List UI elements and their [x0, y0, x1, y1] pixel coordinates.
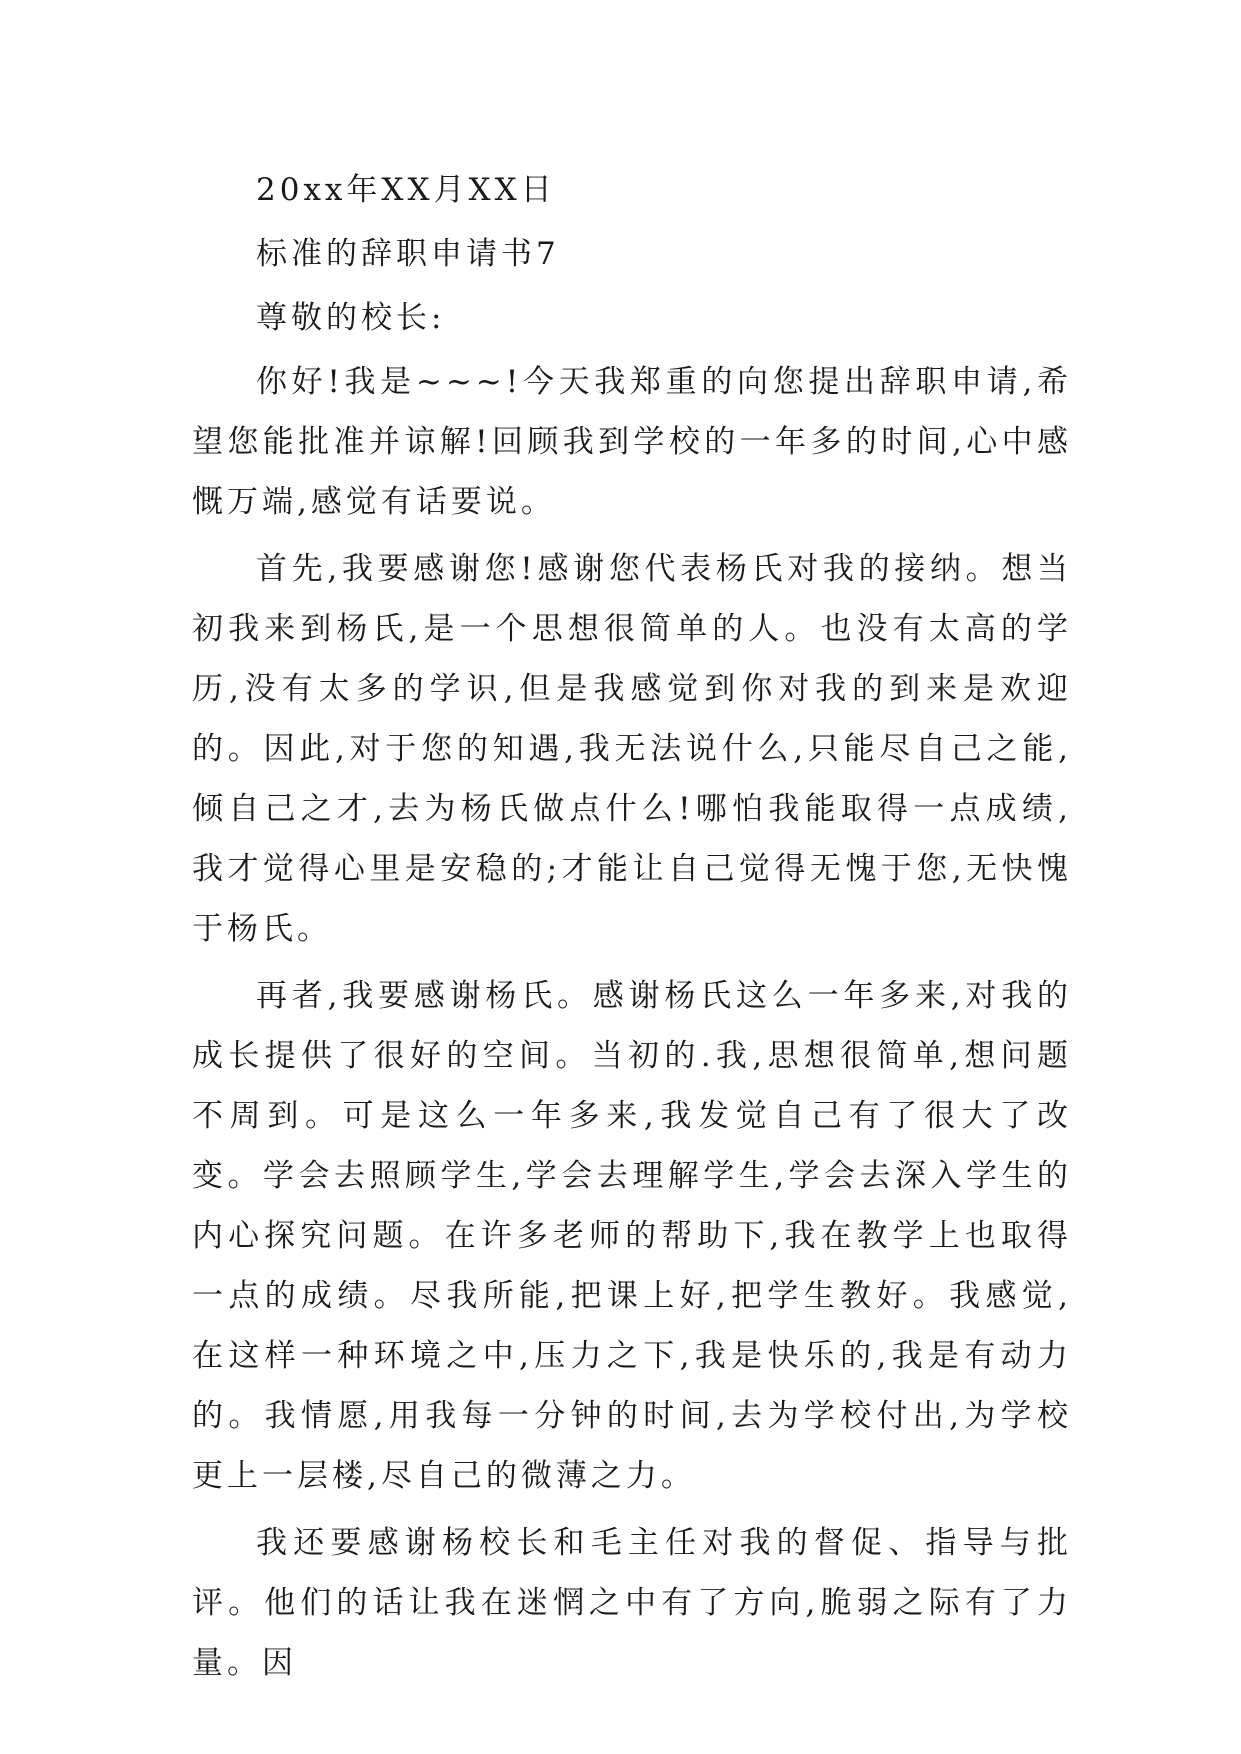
paragraph-greeting: 你好!我是~~~!今天我郑重的向您提出辞职申请,希望您能批准并谅解!回顾我到学校的一年多的时间,心中感慨万端,感觉有话要说。 [192, 364, 1072, 520]
document-title: 标准的辞职申请书7 [256, 236, 560, 272]
paragraph-thanks-principal: 首先,我要感谢您!感谢您代表杨氏对我的接纳。想当初我来到杨氏,是一个思想很简单的人。也没有太高的学历,没有太多的学识,但是我感觉到你对我的到来是欢迎的。因此,对于您的知遇,我无法说什么,只能尽自己之能,倾自己之才,去为杨氏做点什么!哪怕我能取得一点成绩,我才觉得心里是安稳的;才能让自己觉得无愧于您,无快愧于杨氏。 [192, 551, 1072, 947]
document-body [192, 160, 1072, 1700]
salutation: 尊敬的校长: [256, 300, 446, 336]
paragraph-thanks-school: 再者,我要感谢杨氏。感谢杨氏这么一年多来,对我的成长提供了很好的空间。当初的.我,思想很简单,想问题不周到。可是这么一年多来,我发觉自己有了很大了改变。学会去照顾学生,学会去理解学生,学会去深入学生的内心探究问题。在许多老师的帮助下,我在教学上也取得一点的成绩。尽我所能,把课上好,把学生教好。我感觉,在这样一种环境之中,压力之下,我是快乐的,我是有动力的。我情愿,用我每一分钟的时间,去为学校付出,为学校更上一层楼,尽自己的微薄之力。 [192, 978, 1072, 1494]
document-date: 20xx年XX月XX日 [256, 172, 556, 208]
paragraph-thanks-leaders: 我还要感谢杨校长和毛主任对我的督促、指导与批评。他们的话让我在迷惘之中有了方向,脆弱之际有了力量。因 [192, 1525, 1072, 1681]
